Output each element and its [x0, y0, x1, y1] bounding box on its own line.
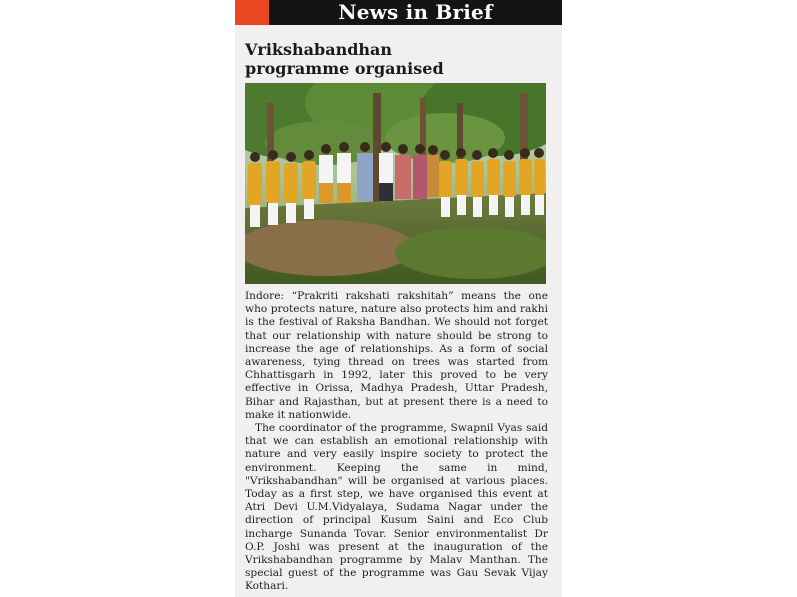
- group-photo-icon: [245, 83, 546, 284]
- article-paragraph-1: Indore: “Prakriti rakshati rakshitah” means the one who protects nature, nature also protects him and rakhi is the festival of Raksha Bandhan. We should not forget that our relationship with nature should be strong to increase the age of relationships. As a form of social awareness, tying thread on trees was started from Chhattisgarh in 1992, later this proved to be very effective in Orissa, Madhya Pradesh, Uttar Pradesh, Bihar and Rajasthan, but at present there is a need to make it nationwide.: [245, 290, 548, 421]
- banner-accent-block: [235, 0, 269, 25]
- section-banner: [235, 0, 562, 25]
- article-headline: [245, 40, 545, 78]
- headline-line-2: programme organised: [245, 59, 444, 78]
- section-title: News in Brief: [338, 0, 493, 24]
- news-clipping: [235, 0, 562, 597]
- article-paragraph-2: The coordinator of the programme, Swapnil Vyas said that we can establish an emotional relationship with nature and very easily inspire society to protect the environment. Keeping the same in mind, "Vrikshabandhan" will be organised at various places. Today as a first step, we have organised this event at Atri Devi U.M.Vidyalaya, Sudama Nagar under the direction of principal Kusum Saini and Eco Club incharge Sunanda Tovar. Senior environmentalist Dr O.P. Joshi was present at the inauguration of the Vrikshabandhan programme by Malav Manthan. The special guest of the programme was Gau Sevak Vijay Kothari.: [245, 422, 548, 593]
- headline-line-1: Vrikshabandhan: [245, 40, 393, 59]
- article-body: [245, 290, 548, 594]
